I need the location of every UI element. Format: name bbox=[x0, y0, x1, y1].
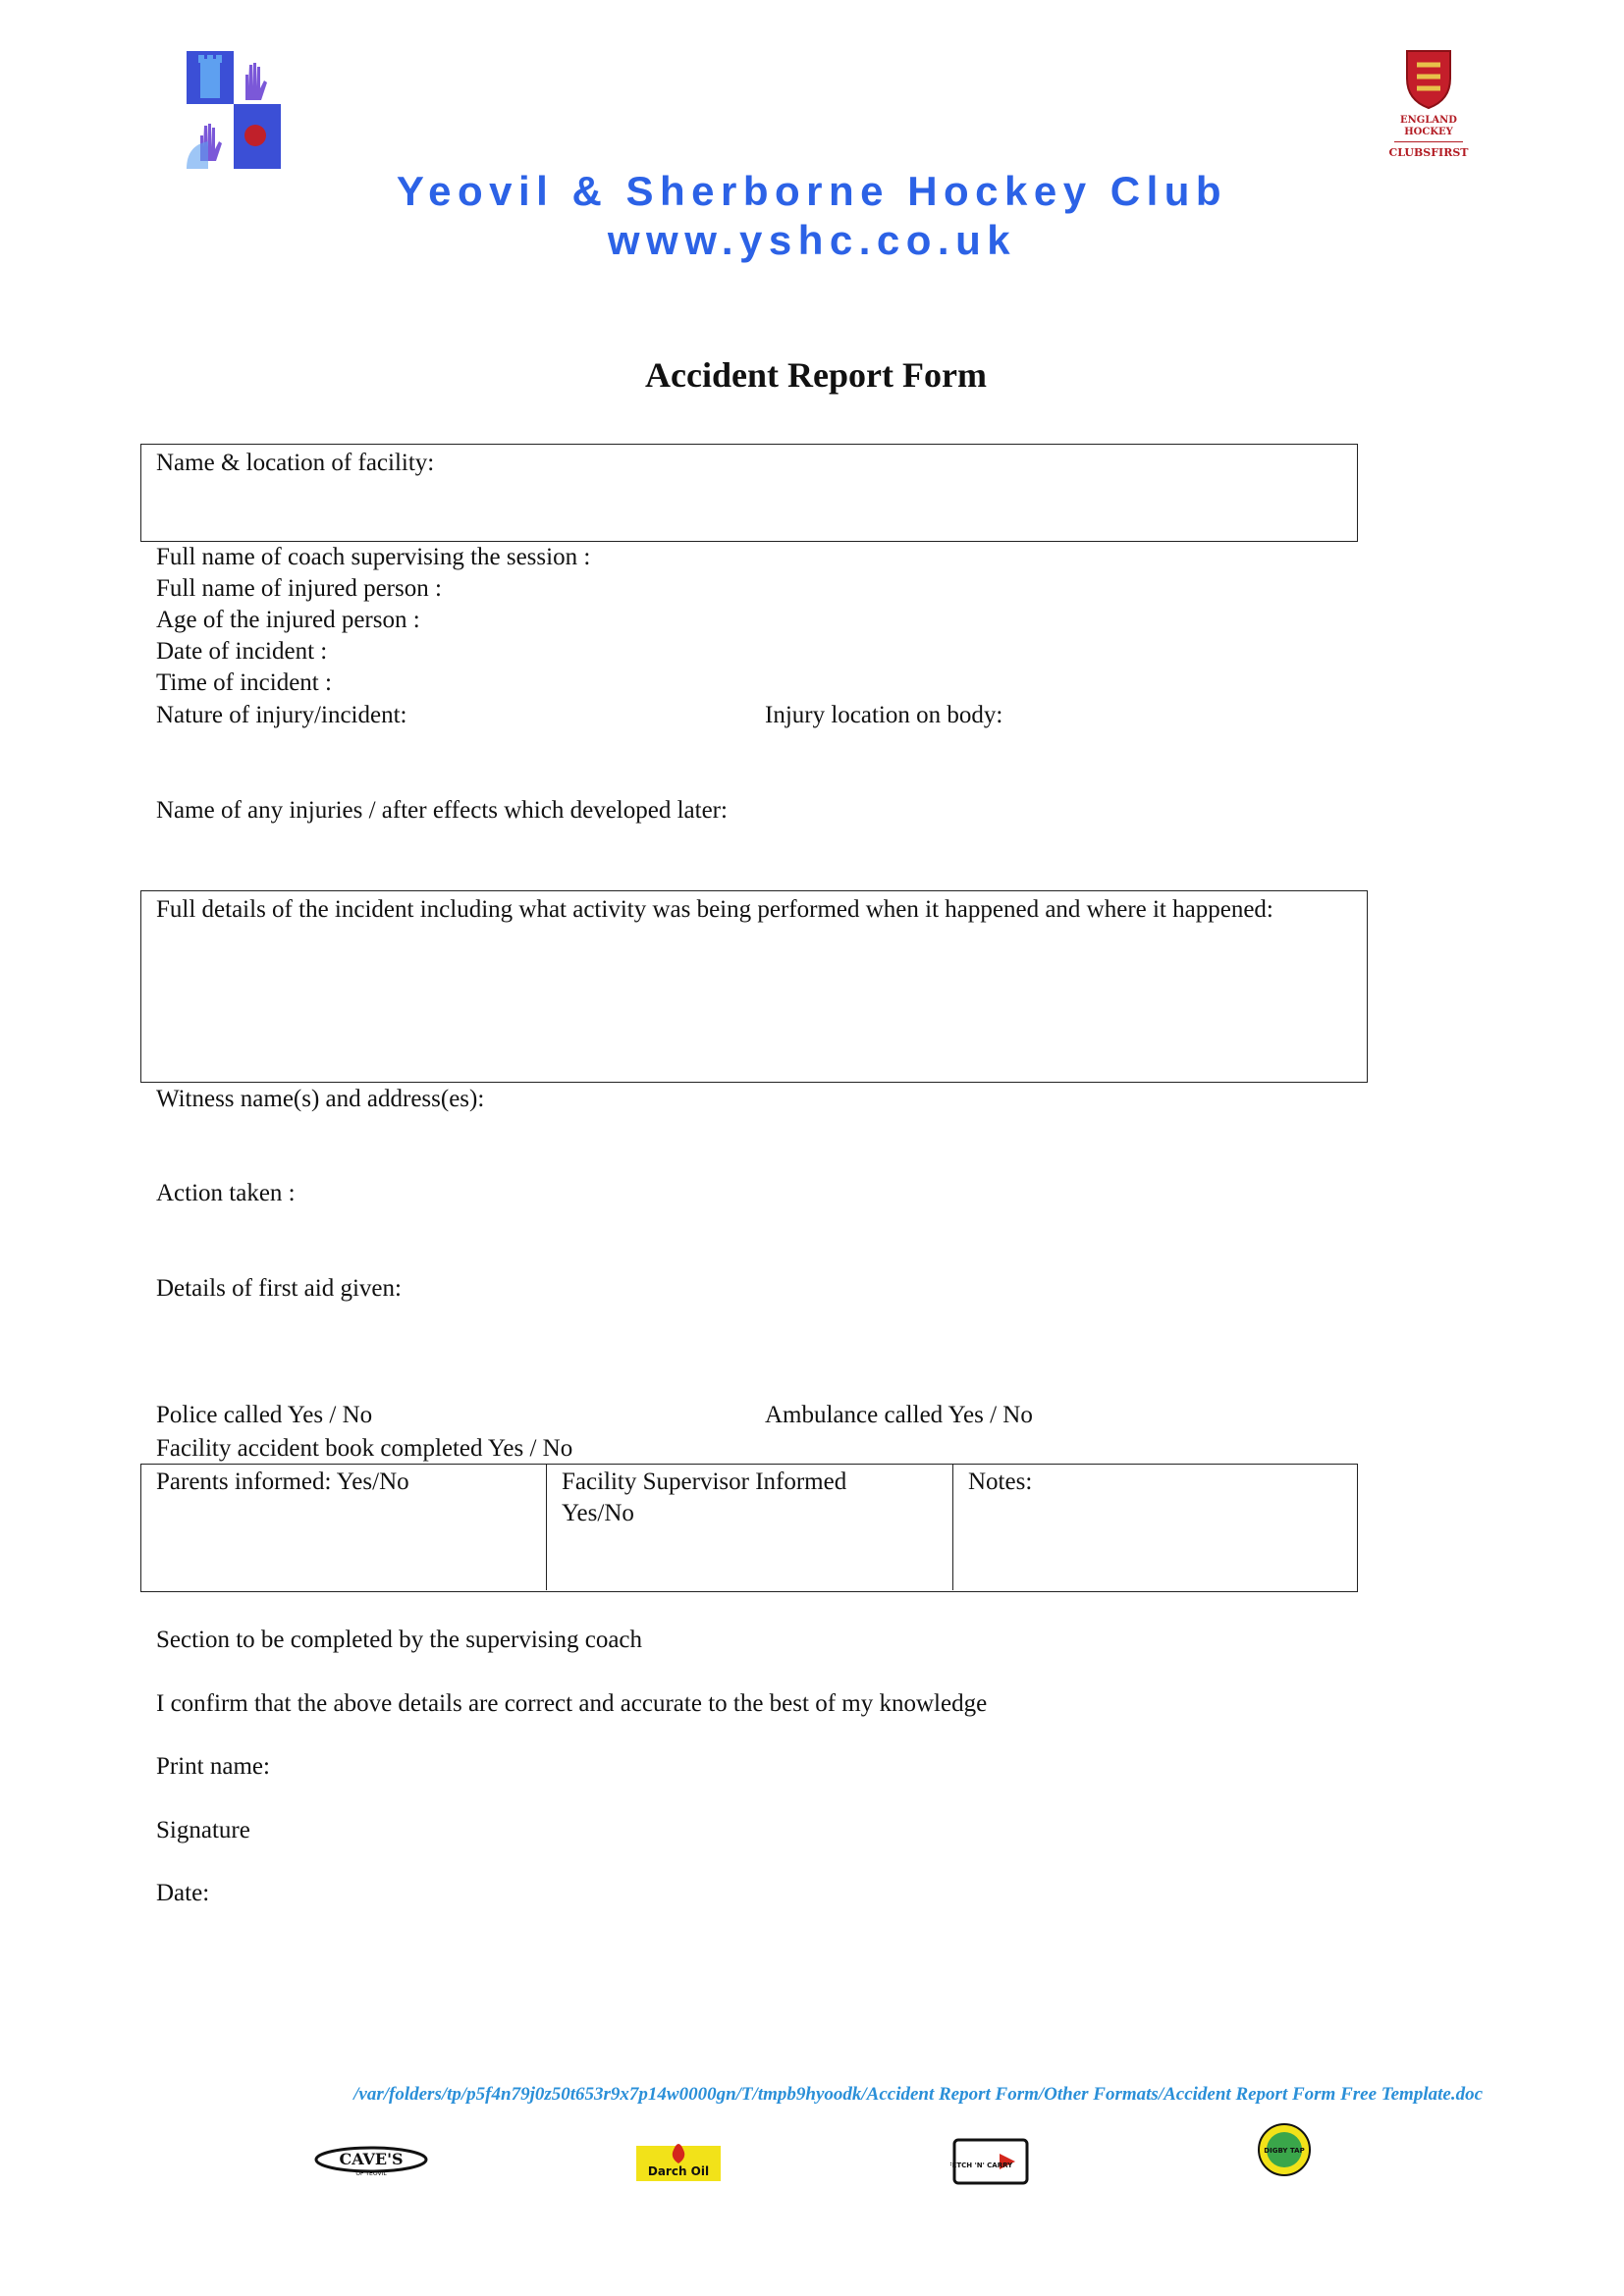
confirm-statement: I confirm that the above details are correct and accurate to the best of my knowledge bbox=[156, 1690, 988, 1717]
facility-box[interactable] bbox=[140, 444, 1358, 542]
injured-age-label: Age of the injured person : bbox=[156, 607, 420, 633]
darch-oil-sponsor-logo bbox=[634, 2130, 723, 2189]
england-hockey-line1: ENGLAND bbox=[1400, 115, 1457, 126]
sign-date-label: Date: bbox=[156, 1880, 210, 1906]
form-title: Accident Report Form bbox=[645, 355, 987, 395]
caves-sponsor-logo bbox=[312, 2130, 430, 2189]
notes-cell[interactable] bbox=[953, 1465, 1356, 1590]
coach-label: Full name of coach supervising the session : bbox=[156, 544, 591, 570]
england-hockey-line3: CLUBSFIRST bbox=[1388, 146, 1469, 159]
club-name: Yeovil & Sherborne Hockey Club bbox=[396, 168, 1228, 214]
print-name-label: Print name: bbox=[156, 1753, 270, 1780]
fetch-n-carry-sponsor-logo bbox=[950, 2130, 1031, 2189]
fetch-n-carry-sponsor-text: FETCH 'N' CARRY bbox=[950, 2162, 1013, 2169]
parents-label: Parents informed: Yes/No bbox=[156, 1468, 409, 1495]
notification-table bbox=[140, 1464, 1358, 1592]
police-label: Police called Yes / No bbox=[156, 1402, 373, 1428]
ambulance-label: Ambulance called Yes / No bbox=[765, 1402, 1033, 1428]
injured-name-label: Full name of injured person : bbox=[156, 575, 442, 602]
england-hockey-line2: HOCKEY bbox=[1404, 127, 1453, 137]
supervisor-label: Facility Supervisor Informed Yes/No bbox=[562, 1468, 847, 1526]
witness-label: Witness name(s) and address(es): bbox=[156, 1086, 485, 1112]
england-hockey-logo bbox=[1380, 47, 1478, 163]
facility-label: Name & location of facility: bbox=[156, 450, 435, 476]
nature-label: Nature of injury/incident: bbox=[156, 702, 407, 728]
club-logo bbox=[187, 51, 281, 169]
parents-cell[interactable] bbox=[141, 1465, 547, 1590]
action-label: Action taken : bbox=[156, 1180, 296, 1206]
incident-details-box[interactable] bbox=[140, 890, 1368, 1083]
darch-oil-sponsor-text: Darch Oil bbox=[647, 2164, 710, 2178]
signature-label: Signature bbox=[156, 1817, 250, 1843]
club-url: www.yshc.co.uk bbox=[607, 217, 1017, 263]
footer-file-path: /var/folders/tp/p5f4n79j0z50t653r9x7p14w0000gn/T/tmpb9hyoodk/Accident Report Form/Other Formats/Accident Report Form Free Template.doc bbox=[353, 2084, 1483, 2105]
incident-time-label: Time of incident : bbox=[156, 669, 332, 696]
digby-tap-sponsor-text: DIGBY TAP bbox=[1264, 2147, 1305, 2155]
accident-book-label: Facility accident book completed Yes / No bbox=[156, 1435, 573, 1462]
incident-details-label: Full details of the incident including what activity was being performed when it happened and where it happened: bbox=[156, 896, 1273, 923]
injury-location-label: Injury location on body: bbox=[765, 702, 1003, 728]
incident-date-label: Date of incident : bbox=[156, 638, 328, 665]
coach-section-label: Section to be completed by the supervising coach bbox=[156, 1627, 643, 1653]
caves-sponsor-subtext: OF YEOVIL bbox=[355, 2170, 387, 2177]
digby-tap-sponsor-logo bbox=[1245, 2120, 1324, 2179]
notes-label: Notes: bbox=[968, 1468, 1033, 1495]
later-injuries-label: Name of any injuries / after effects which developed later: bbox=[156, 797, 728, 824]
supervisor-cell[interactable] bbox=[547, 1465, 953, 1590]
first-aid-label: Details of first aid given: bbox=[156, 1275, 402, 1302]
caves-sponsor-text: CAVE'S bbox=[339, 2150, 404, 2168]
